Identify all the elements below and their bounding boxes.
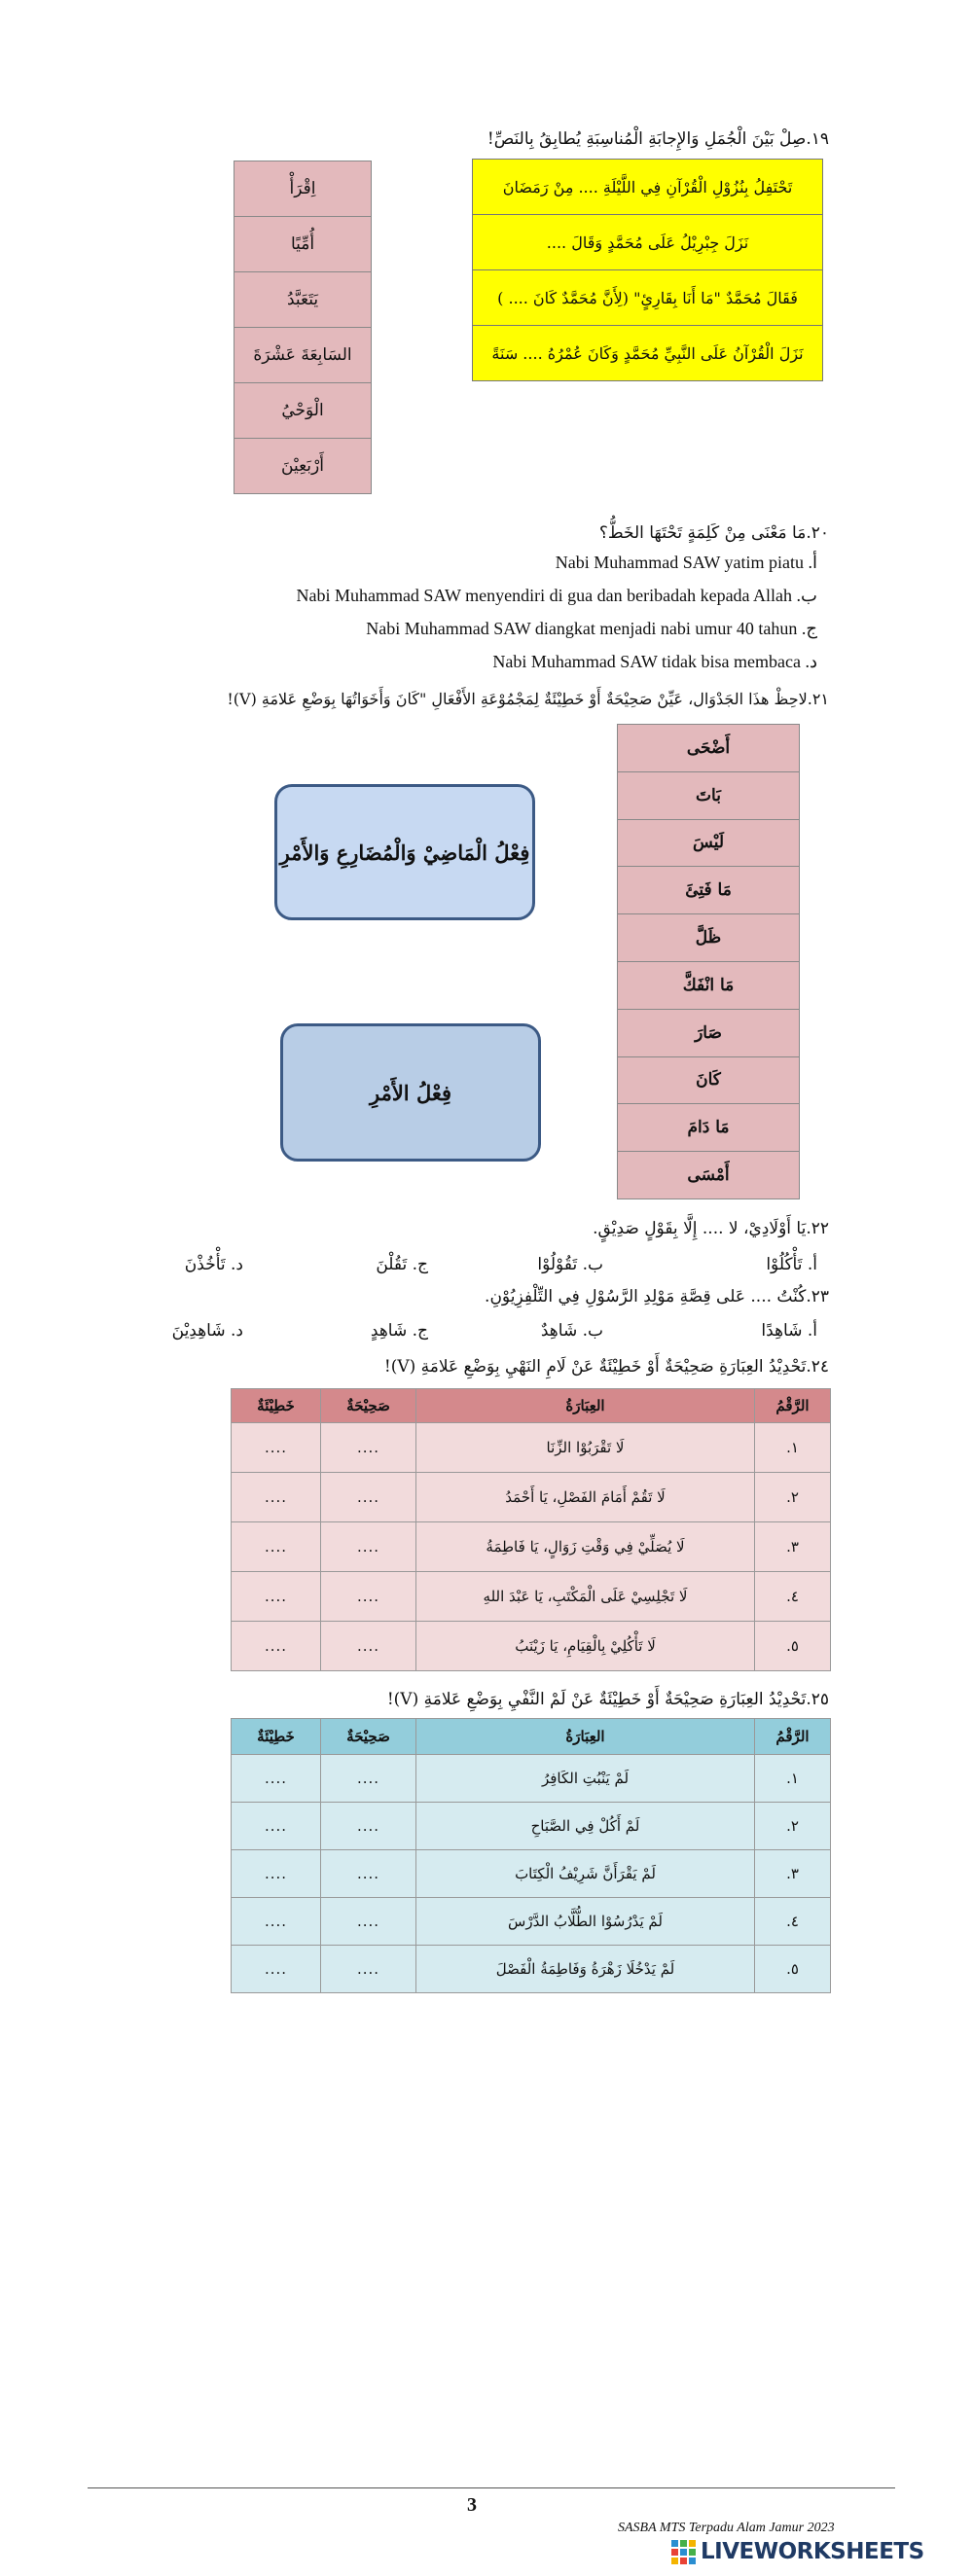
q23-option-a[interactable]: أ. شَاهِدًا [761,1321,817,1341]
q25-table [231,1718,831,1993]
correct-blank[interactable]: .... [321,1898,416,1946]
footer-divider [88,2487,895,2488]
wrong-blank[interactable]: .... [232,1850,321,1898]
q24-header-row [232,1389,831,1423]
wrong-blank[interactable]: .... [232,1622,321,1671]
liveworksheets-grid-icon [671,2540,696,2564]
q23-option-c[interactable]: ج. شَاهِدٍ [370,1321,428,1341]
q24-table [231,1388,831,1671]
correct-blank[interactable]: .... [321,1850,416,1898]
table-row [232,1946,831,1993]
q19-answer[interactable]: الْوَحْيُ [234,383,371,439]
q19-answer[interactable]: أُمِّيًا [234,217,371,272]
row-statement: لَمْ أَكُلْ فِي الصَّبَاحِ [416,1803,755,1850]
correct-blank[interactable]: .... [321,1522,416,1572]
wrong-blank[interactable]: .... [232,1755,321,1803]
row-number: ٢. [755,1803,831,1850]
wrong-blank[interactable]: .... [232,1803,321,1850]
q22-option-b[interactable]: ب. تَقُوْلُوْا [537,1255,603,1274]
row-statement: لَمْ يَدْرُسُوْا الطُّلَّابُ الدَّرْسَ [416,1898,755,1946]
q22-option-a[interactable]: أ. تَأْكُلُوْا [766,1255,817,1274]
q21-verb[interactable]: مَا فَتِئَ [618,867,799,914]
correct-blank[interactable]: .... [321,1622,416,1671]
q21-title: ٢١.لاحِظْ هذَا الجَدْوَال، عَيِّنْ صَحِيْحَةٌ أَوْ خَطِيْئَةٌ لِمَجْمُوْعَةِ الأَفْعَالِ "كَانَ وَأَخَوَاتُهَا بِوَضْعِ عَلامَةِ (V)! [227,690,829,708]
q20-option-a[interactable]: أ. Nabi Muhammad SAW yatim piatu [555,553,817,572]
q20-option-b[interactable]: ب. Nabi Muhammad SAW menyendiri di gua dan beribadah kepada Allah [296,586,817,605]
row-statement: لَا تَأْكُلِيْ بِالْقِيَامِ، يَا زَيْنَبُ [416,1622,755,1671]
q19-statement[interactable]: فَقَالَ مُحَمَّدٌ "مَا أَنَا بِقَارِئٍ" (لِأَنَّ مُحَمَّدٌ كَانَ .... ) [473,270,822,326]
q19-statement[interactable]: نَزَلَ جِبْرِيْلُ عَلَى مُحَمَّدٍ وَقَالَ .... [473,215,822,270]
q25-title: ٢٥.تَحْدِيْدُ العِبَارَةِ صَحِيْحَةٌ أَوْ خَطِيْئَةٌ عَنْ لَمْ النَّفْيِ بِوَضْعِ عَلامَةِ (V)! [386,1690,829,1709]
q21-verb[interactable]: كَانَ [618,1057,799,1105]
liveworksheets-logo[interactable] [671,2539,924,2564]
q24-title: ٢٤.تَحْدِيْدُ العِبَارَةِ صَحِيْحَةٌ أَوْ خَطِيْئَةٌ عَنْ لَامِ النَهْيِ بِوَضْعِ عَلامَةِ (V)! [383,1357,829,1377]
q25-header-correct: صَحِيْحَةٌ [321,1719,416,1755]
row-number: ٢. [755,1473,831,1522]
row-statement: لَا تَقُمْ أَمَامَ الفَصْلِ، يَا أَحْمَدُ [416,1473,755,1522]
row-number: ١. [755,1755,831,1803]
row-statement: لَا يُصَلِّيْ فِي وَقْتِ زَوَالٍ، يَا فَاطِمَةُ [416,1522,755,1572]
q21-verb-list [617,724,800,1199]
footer-school: SASBA MTS Terpadu Alam Jamur 2023 [618,2521,835,2535]
table-row [232,1622,831,1671]
q19-answer[interactable]: أَرْبَعِيْنَ [234,439,371,493]
q19-statement[interactable]: تَحْتَفِلُ بِنُزُوْلِ الْقُرْآنِ فِي اللَّيْلَةِ .... مِنْ رَمَضَانَ [473,160,822,215]
q21-verb[interactable]: أَضْحَى [618,725,799,772]
row-number: ٥. [755,1946,831,1993]
row-statement: لَمْ يَقْرَأَنَّ شَرِيْفُ الْكِتَابَ [416,1850,755,1898]
q25-header-number: الرَّقْمُ [755,1719,831,1755]
q22-option-d[interactable]: د. تَأْخُذْنَ [184,1255,243,1274]
row-number: ٤. [755,1898,831,1946]
q21-verb[interactable]: لَيْسَ [618,820,799,868]
q20-option-c[interactable]: ج. Nabi Muhammad SAW diangkat menjadi nabi umur 40 tahun [366,619,817,638]
table-row [232,1755,831,1803]
row-number: ٤. [755,1572,831,1622]
table-row [232,1572,831,1622]
table-row [232,1850,831,1898]
q24-header-statement: العِبَارَةُ [416,1389,755,1423]
q24-header-number: الرَّقْمُ [755,1389,831,1423]
wrong-blank[interactable]: .... [232,1423,321,1473]
q22-title: ٢٢.يَا أَوْلَادِيْ، لا .... إِلَّا بِقَوْلٍ صَدِيْقٍ. [593,1219,829,1238]
table-row [232,1473,831,1522]
q19-title: ١٩.صِلْ بَيْنَ الْجُمَلِ وَالإِجابَةِ الْمُناسِبَةِ يُطابِقُ بِالنَصِّ! [486,129,829,149]
q23-option-d[interactable]: د. شَاهِدِيْنَ [171,1321,243,1341]
q19-answer[interactable]: اِقْرَأْ [234,161,371,217]
q23-title: ٢٣.كُنْتُ .... عَلى قِصَّةِ مَوْلِدِ الرَّسُوْلِ فِي التِّلْفِزِيُوْنِ. [485,1287,829,1306]
row-number: ٣. [755,1850,831,1898]
correct-blank[interactable]: .... [321,1946,416,1993]
row-statement: لَا تَقْرَبُوْا الزِّنَا [416,1423,755,1473]
q21-verb[interactable]: ظَلَّ [618,914,799,962]
correct-blank[interactable]: .... [321,1423,416,1473]
row-number: ١. [755,1423,831,1473]
q23-option-b[interactable]: ب. شَاهِدٌ [540,1321,603,1341]
row-statement: لَمْ يَدْخُلَا زَهْرَةُ وَفَاطِمَةُ الْفَصْلَ [416,1946,755,1993]
q22-option-c[interactable]: ج. تَقُلْنَ [376,1255,428,1274]
q19-answers [234,161,372,494]
table-row [232,1898,831,1946]
correct-blank[interactable]: .... [321,1803,416,1850]
row-statement: لَمْ يَنْبُتِ الكَافِرُ [416,1755,755,1803]
q20-title: ٢٠.مَا مَعْنَى مِنْ كَلِمَةٍ تَحْتَهَا الخَطُّ؟ [598,523,829,543]
table-row [232,1423,831,1473]
row-number: ٣. [755,1522,831,1572]
wrong-blank[interactable]: .... [232,1522,321,1572]
q21-verb[interactable]: صَارَ [618,1010,799,1057]
q20-option-d[interactable]: د. Nabi Muhammad SAW tidak bisa membaca [492,652,817,671]
q21-verb[interactable]: بَاتَ [618,772,799,820]
liveworksheets-brand: LIVEWORKSHEETS [701,2539,924,2564]
q21-verb[interactable]: مَا دَامَ [618,1104,799,1152]
q25-header-wrong: خَطِيْئَةٌ [232,1719,321,1755]
q25-header-statement: العِبَارَةُ [416,1719,755,1755]
q21-box-imperative[interactable]: فِعْلُ الأَمْرِ [280,1023,541,1162]
wrong-blank[interactable]: .... [232,1946,321,1993]
q21-verb[interactable]: مَا انْفَكَّ [618,962,799,1010]
q19-statements [472,159,823,381]
q24-header-wrong: خَطِيْئَةٌ [232,1389,321,1423]
page-number: 3 [467,2494,477,2516]
row-statement: لَا تَجْلِسِيْ عَلَى الْمَكْتَبِ، يَا عَبْدَ اللهِ [416,1572,755,1622]
wrong-blank[interactable]: .... [232,1473,321,1522]
wrong-blank[interactable]: .... [232,1572,321,1622]
q24-header-correct: صَحِيْحَةٌ [321,1389,416,1423]
table-row [232,1803,831,1850]
correct-blank[interactable]: .... [321,1755,416,1803]
q19-answer[interactable]: يَتَعَبَّدُ [234,272,371,328]
q19-answer[interactable]: السَابِعَةَ عَشْرَةَ [234,328,371,383]
q21-verb[interactable]: أَمْسَى [618,1152,799,1199]
q21-box-past-present-imperative[interactable]: فِعْلُ الْمَاضِيْ وَالْمُضَارِعِ وَالأَمْرِ [274,784,535,920]
correct-blank[interactable]: .... [321,1473,416,1522]
q25-header-row [232,1719,831,1755]
table-row [232,1522,831,1572]
wrong-blank[interactable]: .... [232,1898,321,1946]
row-number: ٥. [755,1622,831,1671]
correct-blank[interactable]: .... [321,1572,416,1622]
q19-statement[interactable]: نَزَلَ الْقُرْآنُ عَلَى النَّبِيِّ مُحَمَّدٍ وَكَانَ عُمْرُهُ .... سَنَةً [491,343,804,363]
